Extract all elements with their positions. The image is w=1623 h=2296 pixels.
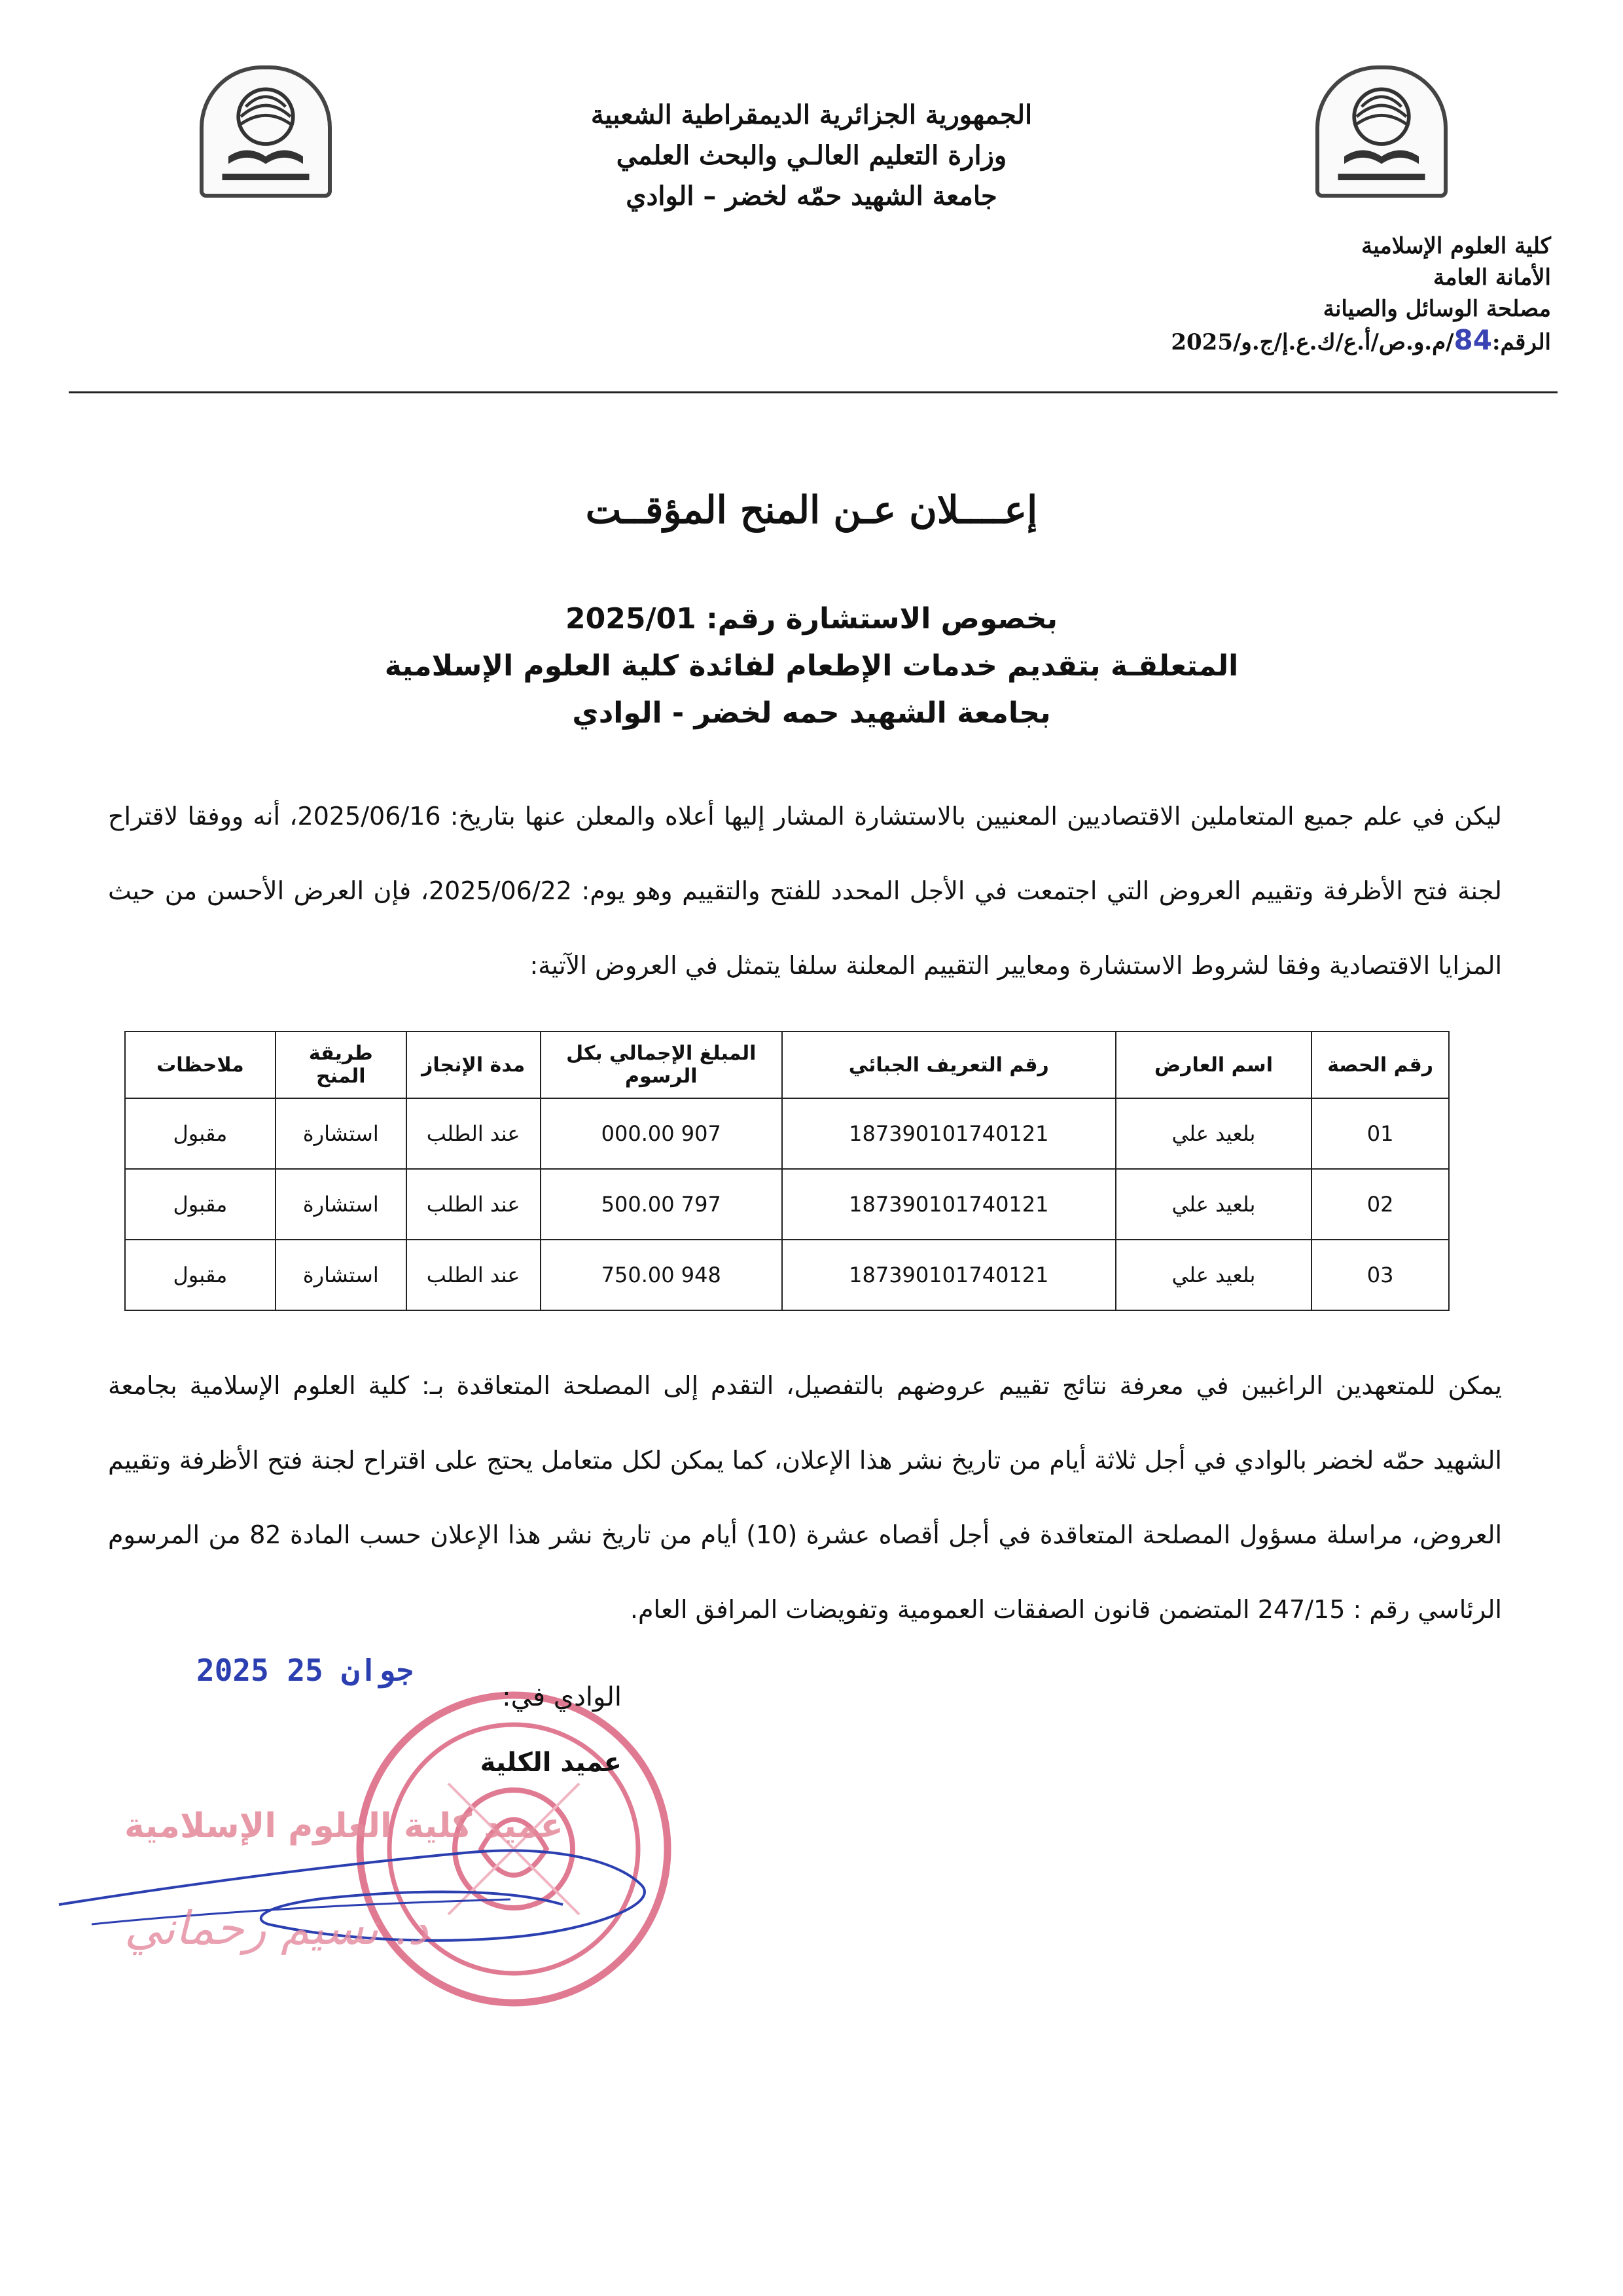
header-lot-number: رقم الحصة: [1311, 1031, 1449, 1098]
dean-stamp-text: عميد كلية العلوم الإسلامية: [124, 1806, 563, 1846]
tax-id: 187390101740121: [782, 1098, 1116, 1169]
duration: عند الطلب: [406, 1169, 541, 1240]
award-method: استشارة: [276, 1169, 406, 1240]
globe-book-icon: [204, 69, 328, 194]
notes: مقبول: [125, 1169, 276, 1240]
total-amount: 907 000.00: [541, 1098, 783, 1169]
lot-number: 03: [1311, 1240, 1449, 1310]
university-logo-right: [1315, 65, 1448, 198]
header-bidder-name: اسم العارض: [1116, 1031, 1312, 1098]
reference-number: 84: [1454, 324, 1492, 356]
republic-name: الجمهورية الجزائرية الديمقراطية الشعبية: [590, 99, 1033, 130]
header-award-method: طريقة المنح: [276, 1031, 406, 1098]
table-row: [125, 1169, 1449, 1240]
date-stamp: 2025 جوان 25: [196, 1653, 414, 1688]
issuing-office: [962, 230, 1551, 358]
subject-line-3: بجامعة الشهيد حمه لخضر - الوادي: [572, 696, 1051, 730]
offers-table: [124, 1031, 1450, 1311]
duration: عند الطلب: [406, 1240, 541, 1310]
bidder-name: بلعيد علي: [1116, 1240, 1312, 1310]
intro-paragraph: ليكن في علم جميع المتعاملين الاقتصاديين المعنيين بالاستشارة المشار إليها أعلاه والمعلن عنها بتاريخ: 2025/06/16، أنه ووفقا لاقتراح لجنة فتح الأظرفة وتقييم العروض التي اجتمعت في الأجل المحدد للفتح والتقييم وهو يوم: 2025/06/22، فإن العرض الأحسن من حيث المزايا الاقتصادية وفقا لشروط الاستشارة ومعايير التقييم المعلنة سلفا يتمثل في العروض الآتية:: [108, 802, 1502, 980]
tax-id: 187390101740121: [782, 1240, 1116, 1310]
header-total-amount: المبلغ الإجمالي بكل الرسوم: [541, 1031, 783, 1098]
bidder-name: بلعيد علي: [1116, 1169, 1312, 1240]
table-row: [125, 1098, 1449, 1169]
reference-suffix: /م.و.ص/أ.ع/ك.ع.إ/ج.و/2025: [1171, 329, 1454, 355]
lot-number: 02: [1311, 1169, 1449, 1240]
globe-book-icon: [1319, 69, 1444, 194]
university-logo-left: [200, 65, 332, 198]
letterhead: [497, 95, 1126, 217]
reference-line: [962, 325, 1551, 358]
service-name: مصلحة الوسائل والصيانة: [1323, 296, 1551, 322]
award-method: استشارة: [276, 1240, 406, 1310]
header-tax-id: رقم التعريف الجبائي: [782, 1031, 1116, 1098]
table-header-row: [125, 1031, 1449, 1098]
faculty-name: كلية العلوم الإسلامية: [1361, 233, 1551, 259]
secretariat-name: الأمانة العامة: [1433, 264, 1551, 291]
signatory-role: عميد الكلية: [480, 1748, 622, 1778]
ministry-name: وزارة التعليم العالـي والبحث العلمي: [616, 140, 1007, 171]
document-title: إعــــلان عـن المنح المؤقــت: [585, 488, 1038, 532]
subject-line-1: بخصوص الاستشارة رقم: 2025/01: [565, 602, 1058, 636]
appeal-paragraph: يمكن للمتعهدين الراغبين في معرفة نتائج تقييم عروضهم بالتفصيل، التقدم إلى المصلحة المتعاقدة بـ: كلية العلوم الإسلامية بجامعة الشهيد حمّه لخضر بالوادي في أجل ثلاثة أيام من تاريخ نشر هذا الإعلان، كما يمكن لكل متعامل يحتج على اقتراح لجنة فتح الأظرفة وتقييم العروض، مراسلة مسؤول المصلحة المتعاقدة في أجل أقصاه عشرة (10) أيام من تاريخ نشر هذا الإعلان حسب المادة 82 من المرسوم الرئاسي رقم : 247/15 المتضمن قانون الصفقات العمومية وتفويضات المرافق العام.: [108, 1371, 1502, 1624]
total-amount: 948 750.00: [541, 1240, 783, 1310]
total-amount: 797 500.00: [541, 1169, 783, 1240]
notes: مقبول: [125, 1240, 276, 1310]
duration: عند الطلب: [406, 1098, 541, 1169]
lot-number: 01: [1311, 1098, 1449, 1169]
bidder-name: بلعيد علي: [1116, 1098, 1312, 1169]
signatory-name: د. نسيم رحماني: [124, 1901, 429, 1955]
reference-label: الرقم:: [1492, 329, 1551, 355]
header-duration: مدة الإنجاز: [406, 1031, 541, 1098]
header-notes: ملاحظات: [125, 1031, 276, 1098]
award-method: استشارة: [276, 1098, 406, 1169]
header-divider: [69, 391, 1558, 393]
subject-line-2: المتعلقـة بتقديم خدمات الإطعام لفائدة كلية العلوم الإسلامية: [384, 649, 1239, 683]
signature-place: الوادي في:: [502, 1682, 622, 1712]
table-row: [125, 1240, 1449, 1310]
university-name: جامعة الشهيد حمّه لخضر – الوادي: [626, 181, 997, 211]
tax-id: 187390101740121: [782, 1169, 1116, 1240]
notes: مقبول: [125, 1098, 276, 1169]
subject-block: [262, 596, 1361, 737]
